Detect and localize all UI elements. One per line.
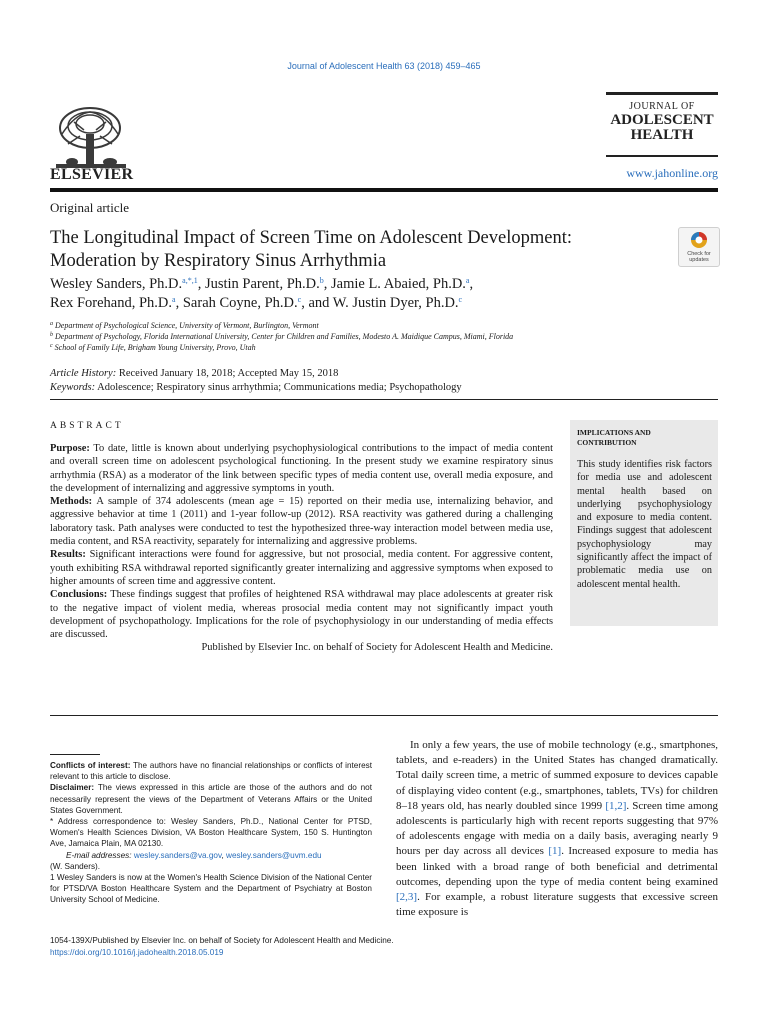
abstract-body [50,442,553,655]
implications-text: This study identifies risk factors for media use and adolescent mental health based on underlying psychophysiology and exposure to media content. Findings suggest that adolescent psychophysiology may significantly affect the impact of problematic media use on adolescent mental health. [577,459,712,590]
email-link-va[interactable]: wesley.sanders@va.gov [133,850,222,860]
affiliation [50,331,710,342]
abstract-conclusions [50,588,553,641]
intro-paragraph [396,738,718,920]
intro-text-1: In only a few years, the use of mobile technology (e.g., smartphones, tablets, and e-readers) in the United States has changed dramatically. Total daily screen time, a metric of summed exposure to devices capable of displaying video content (e.g., smartphones, tablets, TVs) for children 8–18 years old, has nearly doubled since 1999 [396,739,718,812]
journal-name-line2: ADOLESCENT [610,111,714,128]
author-affiliation-marker[interactable]: a,*,1 [182,276,198,285]
methods-label: Methods: [50,496,93,508]
email-link-uvm[interactable]: wesley.sanders@uvm.edu [226,850,322,860]
author-affiliation-marker[interactable]: c [297,295,302,304]
abstract-heading: ABSTRACT [50,421,124,431]
author-name: Jamie L. Abaied, Ph.D. [331,276,466,292]
citation-link-1-2[interactable]: [1,2] [605,799,627,812]
conclusions-label: Conclusions: [50,589,108,601]
author-separator: , [175,295,183,311]
publisher-wordmark: ELSEVIER [50,166,134,183]
email-note [50,850,372,861]
crossmark-icon [679,228,719,252]
disclaimer-text: The views expressed in this article are those of the authors and do not necessarily represent the views of the Department of Veterans Affairs or the United States Government. [50,783,372,815]
citation-link-1[interactable]: [1] [548,845,562,858]
history-dates: Received January 18, 2018; Accepted May 15, 2018 [118,368,339,379]
purpose-text: To date, little is known about underlying psychophysiological contributions to the impact of media content and overall screen time on adolescent psychological functioning. In the present study we examine respiratory sinus arrhythmia (RSA) as a moderator of the link between specific types of media content use, overall media exposure, and the development of internalizing and aggressive symptoms in youth. [50,443,553,494]
disclaimer-label: Disclaimer: [50,783,95,793]
disclaimer-note [50,782,372,816]
keywords-line [50,381,710,395]
author-affiliation-marker[interactable]: a [465,276,470,285]
intro-text-4: . For example, a robust literature suggests that excessive screen time exposure is [396,891,718,919]
conclusions-text: These findings suggest that profiles of heightened RSA withdrawal may place adolescents at greater risk to the negative impact of violent media, whereas prosocial media content may not significantly impact youth development of psychopathology. Implications for the role of psychophysiology in our understanding of media effects are discussed. [50,589,553,641]
keywords-text: Adolescence; Respiratory sinus arrhythmia; Communications media; Psychopathology [97,382,462,393]
affiliation-text: School of Family Life, Brigham Young University, Provo, Utah [54,343,256,352]
affiliation-marker: b [50,332,53,338]
abstract-purpose [50,442,553,495]
article-type: Original article [50,200,130,215]
author-affiliation-marker[interactable]: b [319,276,324,285]
journal-citation[interactable]: Journal of Adolescent Health 63 (2018) 459–465 [287,61,481,71]
author-name: W. Justin Dyer, Ph.D. [332,295,459,311]
author-name: Sarah Coyne, Ph.D. [182,295,298,311]
keywords-label: Keywords: [50,382,96,393]
citation-link-2-3[interactable]: [2,3] [396,891,418,904]
article-history [50,367,710,395]
author-name: Rex Forehand, Ph.D. [50,295,173,311]
history-label: Article History: [50,368,117,379]
author-separator: , [197,276,205,292]
implications-title: IMPLICATIONS AND CONTRIBUTION [577,428,651,447]
email-label: E-mail addresses: [66,850,132,860]
affiliation-text: Department of Psychology, Florida International University, Center for Children and Families, Modesto A. Maidique Campus, Miami, Florida [55,332,514,341]
history-line [50,367,710,381]
purpose-label: Purpose: [50,443,90,454]
abstract-results [50,548,553,588]
check-for-updates-label: Check for updates [687,251,711,263]
methods-text: A sample of 374 adolescents (mean age = 15) reported on their media use, internalizing behavior, and aggressive behavior at time 1 (2011) and 1-year follow-up (2012). RSA reactivity was gathered during a challenging laboratory task. Path analyses were conducted to test the hypothesized three-way interaction model between media use, media content, and RSA reactivity, separately for internalizing and aggressive problems. [50,496,553,548]
affiliation-marker: c [50,343,53,349]
correspondence-note: * Address correspondence to: Wesley Sanders, Ph.D., National Center for PTSD, Women's Health Sciences Division, VA Boston Healthcare System, 150 S. Huntington Ave, Jamaica Plain, MA 02130. [50,817,372,849]
journal-rule-bottom [606,155,718,157]
author-affiliation-marker[interactable]: a [172,295,176,304]
conflicts-text: The authors have no financial relationships or conflicts of interest relevant to this article to disclose. [50,761,372,782]
conflicts-note [50,760,372,782]
header-rule [50,188,718,192]
article-title: The Longitudinal Impact of Screen Time on Adolescent Development: Moderation by Respiratory Sinus Arrhythmia [50,228,573,271]
abstract-methods [50,495,553,548]
issn-footer [50,935,394,958]
author-name: Justin Parent, Ph.D. [204,276,320,292]
affiliation [50,342,710,353]
affiliation-marker: a [50,321,53,327]
author-separator: , [469,276,474,292]
journal-name-line3: HEALTH [630,127,694,144]
journal-rule-top [606,92,718,95]
implications-box [570,420,718,626]
doi-link[interactable]: https://doi.org/10.1016/j.jadohealth.2018.05.019 [50,947,224,957]
author-list [50,275,710,313]
history-rule [50,399,718,400]
author-note-1: 1 Wesley Sanders is now at the Women's Health Science Division of the National Center for PTSD/VA Boston Healthcare System and the Department of Psychiatry at Boston University School of Medicine. [50,873,372,905]
email-owner: (W. Sanders). [50,861,101,871]
published-by: Published by Elsevier Inc. on behalf of Society for Adolescent Health and Medicine. [201,642,553,654]
author-affiliation-marker[interactable]: c [458,295,463,304]
abstract-rule [50,715,718,716]
issn-line: 1054-139X/Published by Elsevier Inc. on behalf of Society for Adolescent Health and Medicine. [50,936,394,945]
conflicts-label: Conflicts of interest: [50,761,131,770]
results-label: Results: [50,549,86,561]
footnote-rule [50,754,100,755]
journal-name-line1: JOURNAL OF [629,101,695,112]
check-for-updates-button[interactable] [678,227,720,267]
affiliation-text: Department of Psychological Science, University of Vermont, Burlington, Vermont [55,321,319,330]
intro-text-3: . Increased exposure to media has been linked with a broad range of both beneficial and detrimental outcomes, depending upon the type of media content being examined [396,845,718,888]
results-text: Significant interactions were found for aggressive, but not prosocial, media content. For aggressive content, youth exhibiting RSA withdrawal reported significantly greater internalizing and aggressive symptoms when exposed to higher amounts of screen time and aggressive content. [50,549,553,587]
footnotes [50,760,372,906]
author-separator: , [323,276,331,292]
affiliation [50,320,710,331]
author-separator: , and [301,295,333,311]
journal-name [606,102,718,144]
intro-text-2: . Screen time among adolescents is particularly high with recent reports suggesting that 97% of adolescents engage with media on a daily basis, averaging nearly 9 hours per day across all devices [396,799,718,858]
email-separator: , [221,850,224,860]
affiliations [50,320,710,353]
author-name: Wesley Sanders, Ph.D. [50,276,183,292]
journal-url-link[interactable]: www.jahonline.org [626,166,718,180]
